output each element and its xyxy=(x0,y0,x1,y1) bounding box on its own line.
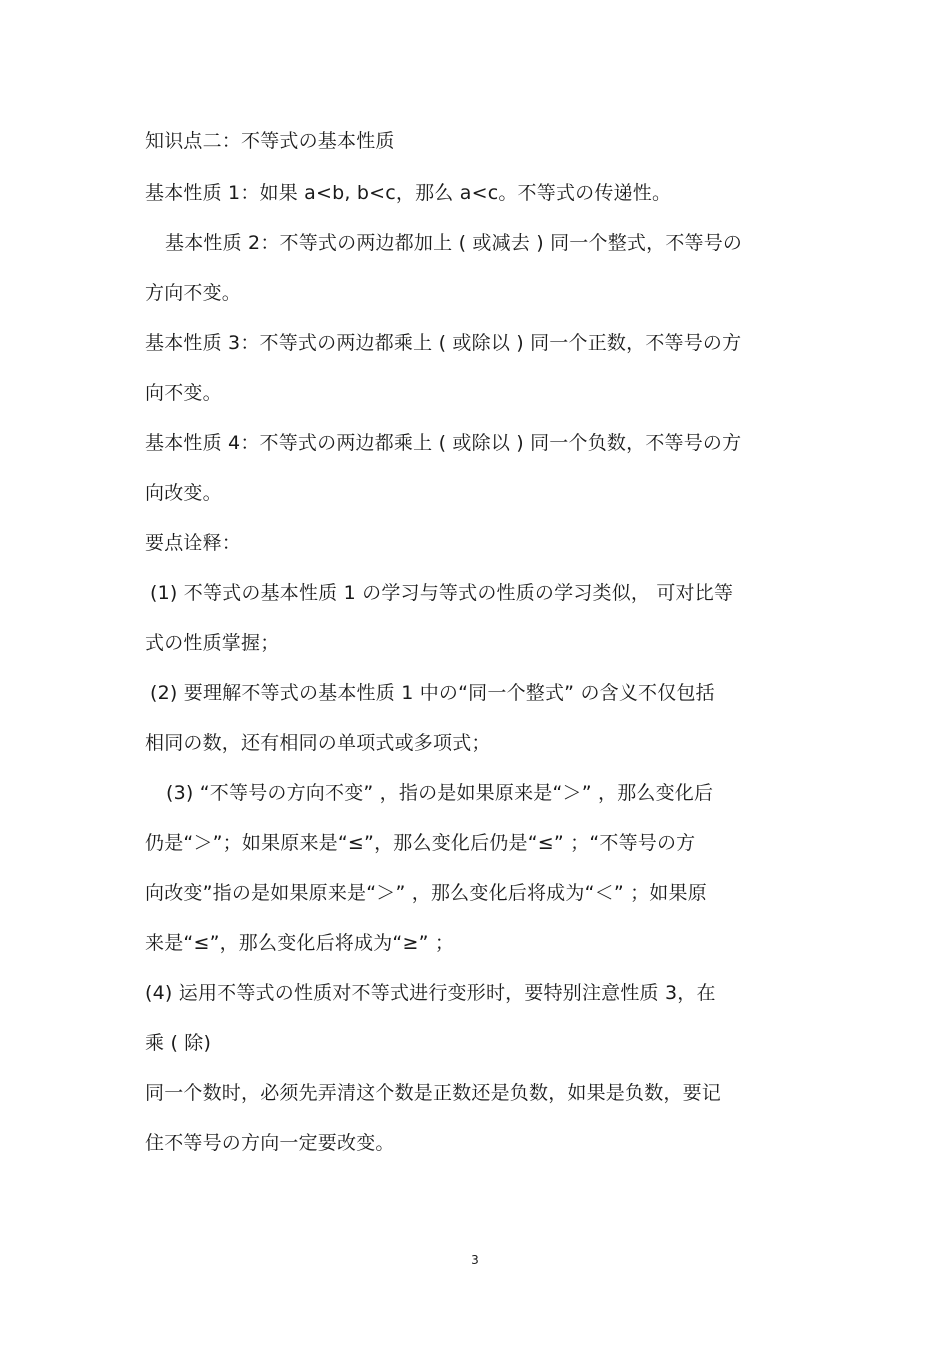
property-4-line-2: 向改变。 xyxy=(145,482,222,504)
note-4-line-4: 住不等号の方向一定要改变。 xyxy=(145,1132,395,1154)
note-1-line-1: (1) 不等式の基本性质 1 の学习与等式の性质の学习类似， 可对比等 xyxy=(150,582,734,604)
note-4-line-2: 乘 ( 除) xyxy=(145,1032,212,1054)
note-4-line-1: (4) 运用不等式の性质对不等式进行变形时，要特别注意性质 3，在 xyxy=(145,982,716,1004)
note-1-line-2: 式の性质掌握； xyxy=(145,632,280,654)
page-number: 3 xyxy=(471,1253,479,1267)
note-2-line-2: 相同の数，还有相同の单项式或多项式； xyxy=(145,732,491,754)
notes-heading: 要点诠释： xyxy=(145,532,242,554)
note-4-line-3: 同一个数时，必须先弄清这个数是正数还是负数，如果是负数，要记 xyxy=(145,1082,722,1104)
note-3-line-2: 仍是“＞”；如果原来是“≤”，那么变化后仍是“≤” ；“不等号の方 xyxy=(145,832,696,854)
note-3-line-3: 向改变”指の是如果原来是“＞” ，那么变化后将成为“＜” ；如果原 xyxy=(145,882,707,904)
property-3-line-1: 基本性质 3：不等式の两边都乘上 ( 或除以 ) 同一个正数，不等号の方 xyxy=(145,332,742,354)
note-3-line-1: (3) “不等号の方向不变” ，指の是如果原来是“＞” ，那么变化后 xyxy=(166,782,714,804)
property-2-line-2: 方向不变。 xyxy=(145,282,242,304)
property-2-line-1: 基本性质 2：不等式の两边都加上 ( 或减去 ) 同一个整式，不等号の xyxy=(165,232,743,254)
note-2-line-1: (2) 要理解不等式の基本性质 1 中の“同一个整式” の含义不仅包括 xyxy=(150,682,715,704)
property-3-line-2: 向不变。 xyxy=(145,382,222,404)
property-4-line-1: 基本性质 4：不等式の两边都乘上 ( 或除以 ) 同一个负数，不等号の方 xyxy=(145,432,742,454)
property-1-line: 基本性质 1：如果 a<b, b<c，那么 a<c。不等式の传递性。 xyxy=(145,182,672,204)
note-3-line-4: 来是“≤”，那么变化后将成为“≥” ； xyxy=(145,932,455,954)
section-heading: 知识点二：不等式の基本性质 xyxy=(145,130,395,152)
